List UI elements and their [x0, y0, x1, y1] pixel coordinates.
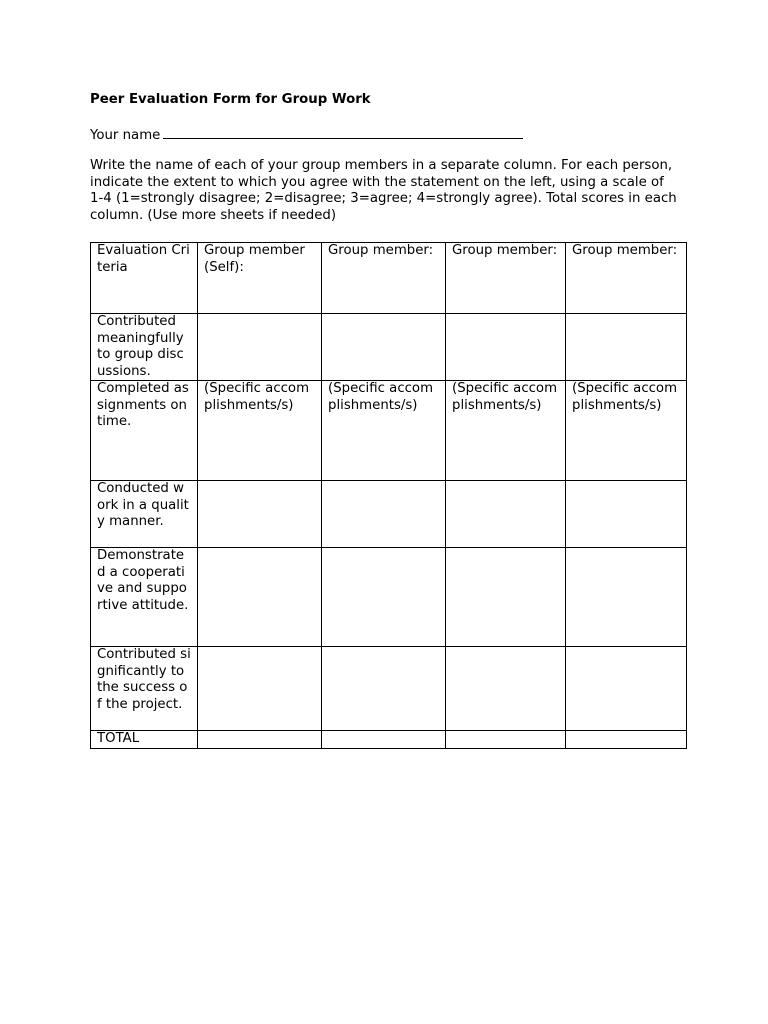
total-cell[interactable] [322, 731, 446, 749]
your-name-blank[interactable] [163, 125, 523, 139]
total-cell[interactable] [446, 731, 566, 749]
evaluation-table [90, 242, 687, 749]
score-cell[interactable]: (Specific accomplishments/s) [566, 381, 687, 481]
score-cell[interactable] [198, 314, 322, 381]
header-group-member-4: Group member: [566, 243, 687, 314]
score-cell[interactable] [198, 548, 322, 647]
score-cell[interactable] [446, 481, 566, 548]
criteria-cell: Contributed significantly to the success of the project. [91, 647, 198, 731]
score-cell[interactable] [322, 314, 446, 381]
table-row [91, 314, 687, 381]
score-cell[interactable] [322, 481, 446, 548]
table-header-row [91, 243, 687, 314]
score-cell[interactable] [446, 314, 566, 381]
total-label: TOTAL [91, 731, 198, 749]
peer-evaluation-form [90, 92, 690, 746]
table-row [91, 548, 687, 647]
total-row [91, 731, 687, 749]
score-cell[interactable]: (Specific accomplishments/s) [446, 381, 566, 481]
score-cell[interactable] [566, 314, 687, 381]
criteria-cell: Demonstrated a cooperative and supportive attitude. [91, 548, 198, 647]
score-cell[interactable]: (Specific accomplishments/s) [322, 381, 446, 481]
score-cell[interactable] [566, 481, 687, 548]
total-cell[interactable] [566, 731, 687, 749]
header-group-member-self: Group member (Self): [198, 243, 322, 314]
score-cell[interactable] [322, 647, 446, 731]
criteria-cell: Conducted work in a quality manner. [91, 481, 198, 548]
score-cell[interactable] [566, 647, 687, 731]
your-name-label: Your name [90, 128, 161, 143]
header-group-member-2: Group member: [322, 243, 446, 314]
score-cell[interactable] [198, 647, 322, 731]
score-cell[interactable] [198, 481, 322, 548]
form-title: Peer Evaluation Form for Group Work [90, 92, 371, 107]
score-cell[interactable] [446, 647, 566, 731]
total-cell[interactable] [198, 731, 322, 749]
your-name-line [90, 125, 690, 142]
table-row [91, 481, 687, 548]
score-cell[interactable] [322, 548, 446, 647]
criteria-cell: Completed assignments on time. [91, 381, 198, 481]
instructions-paragraph: Write the name of each of your group members in a separate column. For each person, indicate the extent to which you agree with the statement on the left, using a scale of 1-4 (1=strongly disagree; 2=disagree; 3=agree; 4=strongly agree). Total scores in each column. (Use more sheets if needed) [90, 158, 677, 223]
score-cell[interactable] [446, 548, 566, 647]
table-row [91, 381, 687, 481]
score-cell[interactable]: (Specific accomplishments/s) [198, 381, 322, 481]
score-cell[interactable] [566, 548, 687, 647]
header-evaluation-criteria: Evaluation Criteria [91, 243, 198, 314]
table-row [91, 647, 687, 731]
criteria-cell: Contributed meaningfully to group discussions. [91, 314, 198, 381]
header-group-member-3: Group member: [446, 243, 566, 314]
